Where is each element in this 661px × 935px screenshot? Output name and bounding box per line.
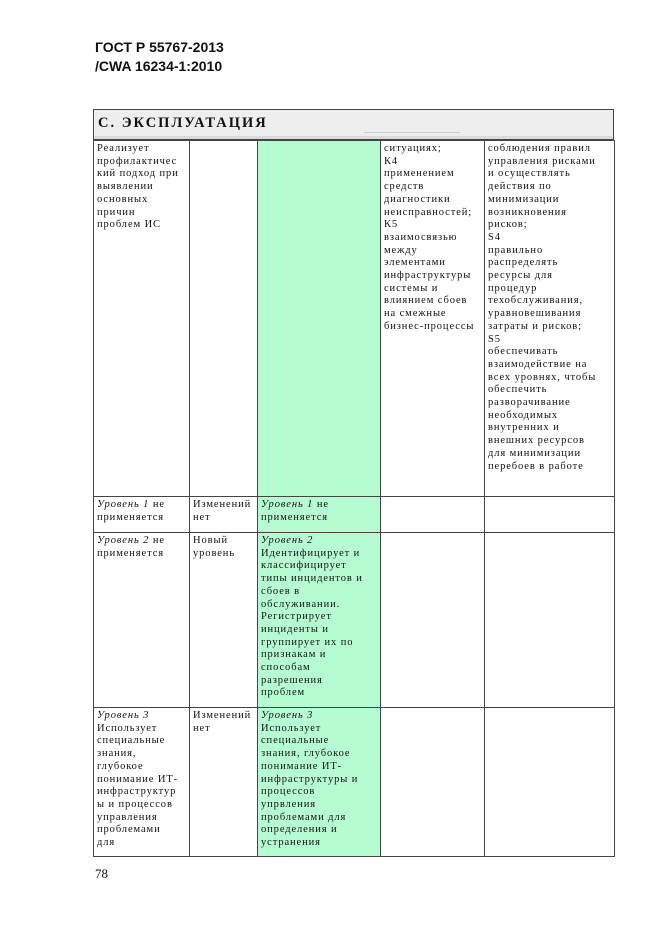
doc-header-line1: ГОСТ Р 55767-2013 — [95, 39, 224, 55]
row1-col1: Уровень 1 не применяется — [94, 497, 190, 533]
row2-col1: Уровень 2 не применяется — [94, 533, 190, 708]
row0-col4: ситуациях; К4 применением средств диагностики неисправностей; К5 взаимосвязью между элементами инфраструктуры системы и влиянием сбоев на смежные бизнес-процессы — [381, 141, 485, 497]
row0-col1: Реализует профилактичес кий подход при выявлении основных причин проблем ИС — [94, 141, 190, 497]
row2-col3: Уровень 2 Идентифицирует и классифицирует типы инцидентов и сбоев в обслуживании. Регистрирует инциденты и группирует их по признакам и способам разрешения проблем — [258, 533, 381, 708]
row3-col2: Изменений нет — [190, 708, 258, 857]
row3-col4 — [381, 708, 485, 857]
section-title: С. ЭКСПЛУАТАЦИЯ — [98, 115, 268, 131]
row3-col1: Уровень 3 Использует специальные знания, глубокое понимание ИТ- инфраструктур ы и процессов управления проблемами для — [94, 708, 190, 857]
row2-col5 — [485, 533, 615, 708]
row0-col5: соблюдения правил управления рисками и осуществлять действия по минимизации возникновения рисков; S4 правильно распределять ресурсы для процедур техобслуживания, уравновешивания затраты и рисков; S5 обеспечивать взаимодействие на всех уровнях, чтобы обеспечить разворачивание необходимых внутренних и внешних ресурсов для минимизации перебоев в работе — [485, 141, 615, 497]
table-row — [94, 533, 615, 708]
row3-col5 — [485, 708, 615, 857]
doc-header-line2: /CWA 16234-1:2010 — [95, 58, 223, 74]
table-row — [94, 708, 615, 857]
row0-col2 — [190, 141, 258, 497]
row1-col2: Изменений нет — [190, 497, 258, 533]
title-underline — [364, 132, 460, 133]
page-number: 78 — [95, 866, 108, 881]
row3-col3: Уровень 3 Использует специальные знания, глубокое понимание ИТ- инфраструктуры и процессов упрвления проблемами для определения и устранения — [258, 708, 381, 857]
row1-col4 — [381, 497, 485, 533]
row1-col3: Уровень 1 не применяется — [258, 497, 381, 533]
section-title-bar — [93, 109, 614, 140]
competence-table — [93, 140, 615, 857]
row2-col2: Новый уровень — [190, 533, 258, 708]
table-row — [94, 141, 615, 497]
row1-col5 — [485, 497, 615, 533]
table-row — [94, 497, 615, 533]
row2-col4 — [381, 533, 485, 708]
row0-col3 — [258, 141, 381, 497]
